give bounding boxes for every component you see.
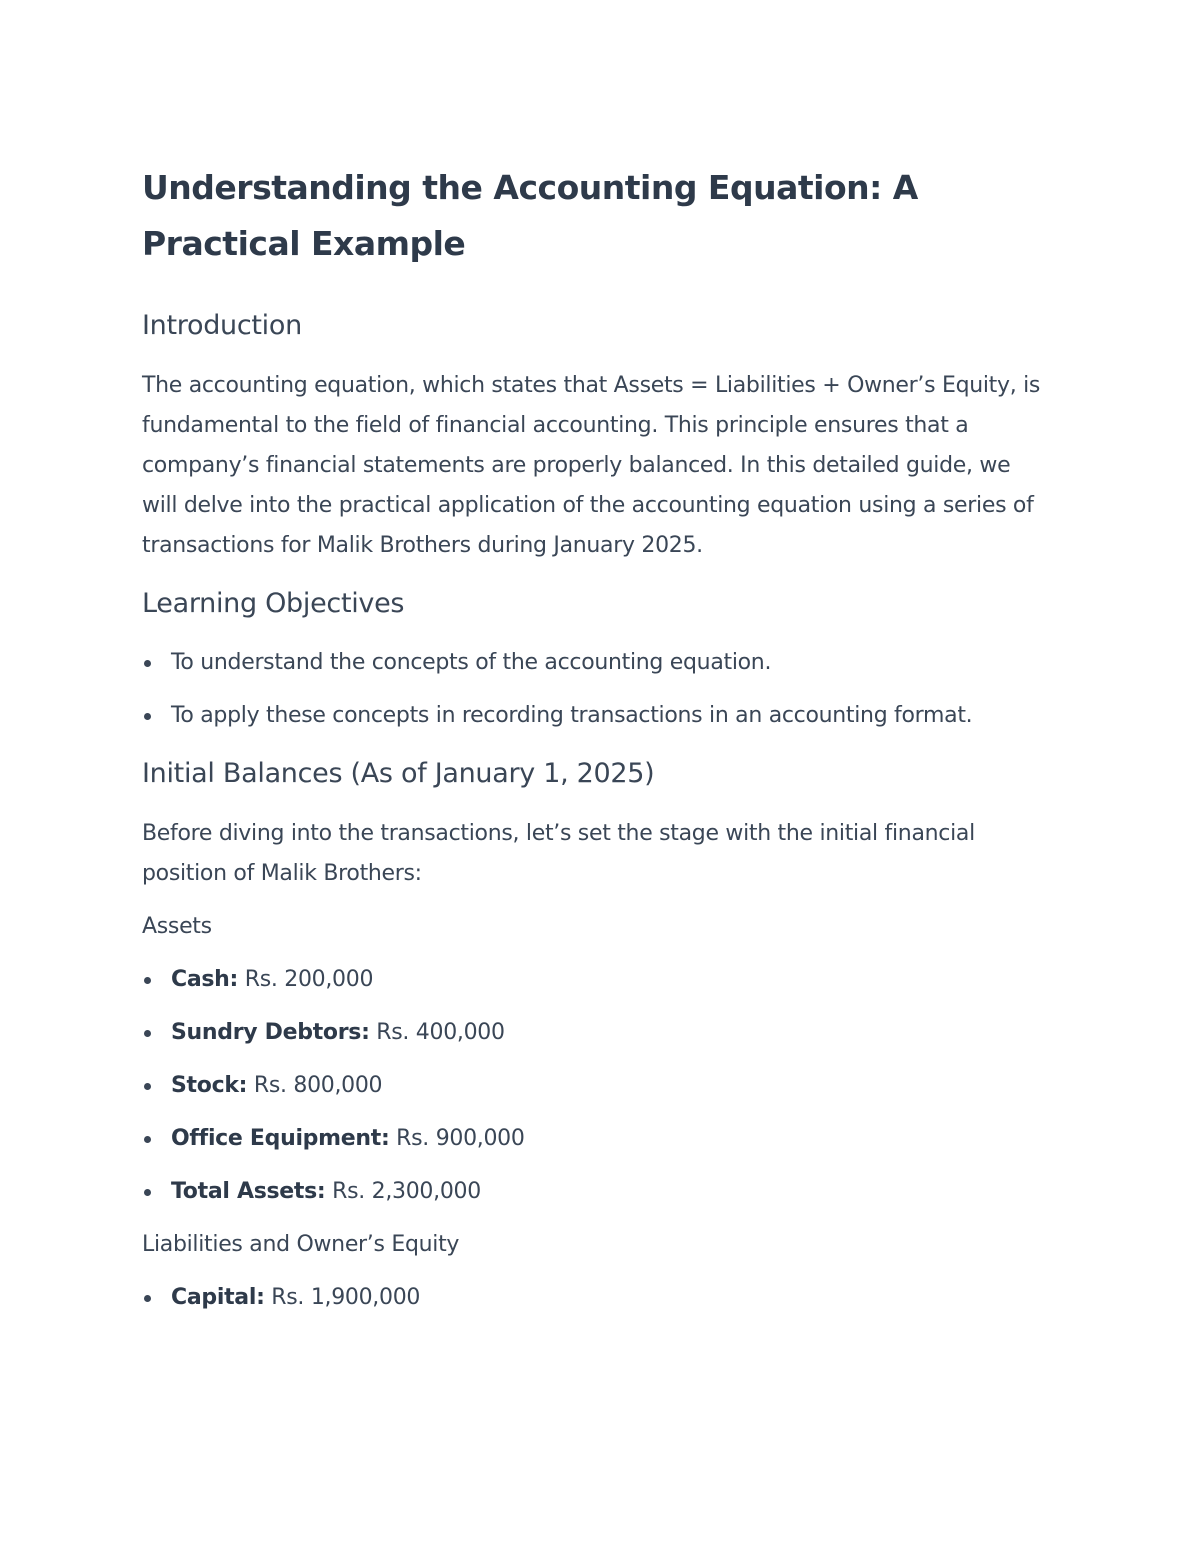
asset-value: Rs. 200,000 <box>238 967 374 992</box>
bullet-icon <box>144 1136 151 1143</box>
bullet-icon <box>144 977 151 984</box>
bullet-icon <box>144 1030 151 1037</box>
asset-name: Total Assets: <box>171 1179 326 1204</box>
objective-text: To apply these concepts in recording transactions in an accounting format. <box>171 703 973 728</box>
objective-text: To understand the concepts of the accounting equation. <box>171 650 772 675</box>
objectives-heading: Learning Objectives <box>142 588 405 619</box>
bullet-icon <box>144 1189 151 1196</box>
list-item <box>142 1013 1042 1053</box>
list-item <box>142 643 1042 683</box>
list-item <box>142 1278 1042 1318</box>
asset-name: Stock: <box>171 1073 248 1098</box>
asset-name: Sundry Debtors: <box>171 1020 370 1045</box>
liabilities-list <box>142 1278 1042 1318</box>
asset-value: Rs. 400,000 <box>369 1020 505 1045</box>
liability-value: Rs. 1,900,000 <box>264 1285 421 1310</box>
list-item <box>142 1066 1042 1106</box>
assets-list <box>142 960 1042 1212</box>
objectives-list <box>142 643 1042 736</box>
page-title: Understanding the Accounting Equation: A Practical Example <box>142 168 918 263</box>
introduction-heading: Introduction <box>142 310 302 341</box>
bullet-icon <box>144 713 151 720</box>
initial-balances-heading: Initial Balances (As of January 1, 2025) <box>142 758 655 789</box>
bullet-icon <box>144 660 151 667</box>
introduction-paragraph: The accounting equation, which states that Assets = Liabilities + Owner’s Equity, is fundamental to the field of financial accounting. This principle ensures that a company’s financial statements are properly balanced. In this detailed guide, we will delve into the practical application of the accounting equation using a series of transactions for Malik Brothers during January 2025. <box>142 373 1041 558</box>
liability-name: Capital: <box>171 1285 265 1310</box>
liabilities-label: Liabilities and Owner’s Equity <box>142 1232 460 1257</box>
asset-value: Rs. 800,000 <box>247 1073 383 1098</box>
document-page <box>142 160 1042 1318</box>
initial-balances-intro: Before diving into the transactions, let’s set the stage with the initial financial position of Malik Brothers: <box>142 821 975 886</box>
list-item <box>142 1172 1042 1212</box>
asset-value: Rs. 900,000 <box>389 1126 525 1151</box>
asset-value: Rs. 2,300,000 <box>325 1179 481 1204</box>
asset-name: Cash: <box>171 967 239 992</box>
bullet-icon <box>144 1295 151 1302</box>
asset-name: Office Equipment: <box>171 1126 390 1151</box>
bullet-icon <box>144 1083 151 1090</box>
list-item <box>142 1119 1042 1159</box>
list-item <box>142 696 1042 736</box>
assets-label: Assets <box>142 914 212 939</box>
list-item <box>142 960 1042 1000</box>
